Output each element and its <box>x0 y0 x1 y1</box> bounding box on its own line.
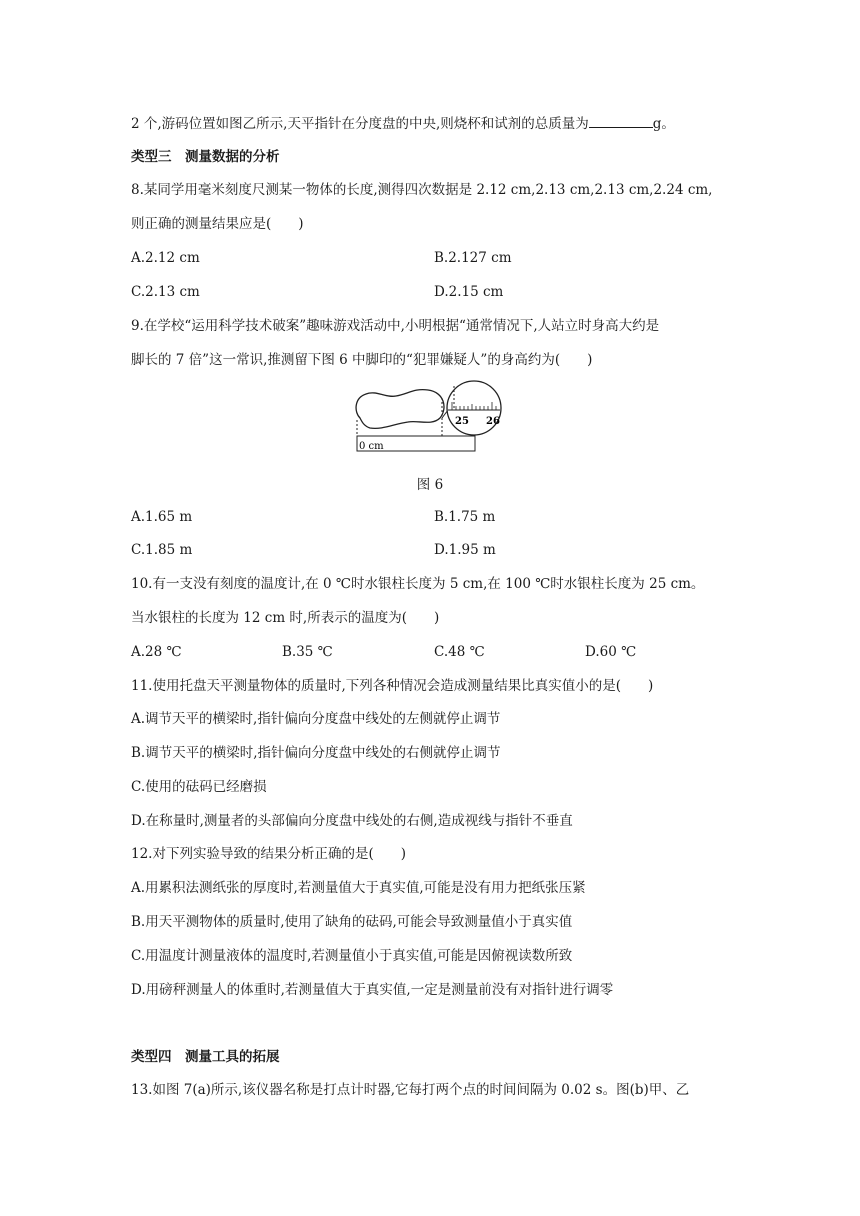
answer-blank <box>589 114 653 128</box>
q9-stem-line2: 脚长的 7 倍”这一常识,推测留下图 6 中脚印的“犯罪嫌疑人”的身高约为( ) <box>131 352 593 368</box>
q10-option-b: B.35 ℃ <box>282 644 333 660</box>
figure-6-caption: 图 6 <box>416 477 444 493</box>
q13-stem-line1: 13.如图 7(a)所示,该仪器名称是打点计时器,它每打两个点的时间间隔为 0.02 s。图(b)甲、乙 <box>131 1082 690 1098</box>
figure-6-footprint-ruler <box>352 378 507 458</box>
q12-option-b: B.用天平测物体的质量时,使用了缺角的砝码,可能会导致测量值小于真实值 <box>131 914 573 930</box>
q12-option-d: D.用磅秤测量人的体重时,若测量值大于真实值,一定是测量前没有对指针进行调零 <box>131 982 614 998</box>
q8-option-c: C.2.13 cm <box>131 284 200 300</box>
q10-stem-line2: 当水银柱的长度为 12 cm 时,所表示的温度为( ) <box>131 610 440 626</box>
footprint-outline <box>356 390 444 429</box>
q12-option-c: C.用温度计测量液体的温度时,若测量值小于真实值,可能是因俯视读数所致 <box>131 948 573 964</box>
q12-stem: 12.对下列实验导致的结果分析正确的是( ) <box>131 846 407 862</box>
q11-option-a: A.调节天平的横梁时,指针偏向分度盘中线处的左侧就停止调节 <box>131 711 501 727</box>
q9-option-c: C.1.85 m <box>131 542 193 558</box>
q8-stem-line2: 则正确的测量结果应是( ) <box>131 216 304 232</box>
q11-option-d: D.在称量时,测量者的头部偏向分度盘中线处的右侧,造成视线与指针不垂直 <box>131 813 573 829</box>
tick-label-25: 25 <box>455 416 469 427</box>
q9-option-d: D.1.95 m <box>434 542 496 558</box>
q9-stem-line1: 9.在学校“运用科学技术破案”趣味游戏活动中,小明根据“通常情况下,人站立时身高大约是 <box>131 318 660 334</box>
q11-option-c: C.使用的砝码已经磨损 <box>131 779 267 795</box>
q8-option-d: D.2.15 cm <box>434 284 504 300</box>
q9-option-b: B.1.75 m <box>434 509 496 525</box>
q12-option-a: A.用累积法测纸张的厚度时,若测量值大于真实值,可能是没有用力把纸张压紧 <box>131 880 586 896</box>
q10-option-d: D.60 ℃ <box>585 644 637 660</box>
q8-option-b: B.2.127 cm <box>434 250 512 266</box>
ruler-zero-label: 0 cm <box>359 441 384 452</box>
section-heading-4: 类型四 测量工具的拓展 <box>131 1049 280 1065</box>
q8-stem-line1: 8.某同学用毫米刻度尺测某一物体的长度,测得四次数据是 2.12 cm,2.13 cm,2.13 cm,2.24 cm, <box>131 182 713 198</box>
q8-option-a: A.2.12 cm <box>131 250 200 266</box>
q7-tail-line <box>131 114 675 133</box>
q10-option-a: A.28 ℃ <box>131 644 182 660</box>
q7-text: 2 个,游码位置如图乙所示,天平指针在分度盘的中央,则烧杯和试剂的总质量为 <box>131 116 589 132</box>
q11-stem: 11.使用托盘天平测量物体的质量时,下列各种情况会造成测量结果比真实值小的是( ) <box>131 678 654 694</box>
section-heading-3: 类型三 测量数据的分析 <box>131 149 280 165</box>
tick-label-26: 26 <box>486 416 500 427</box>
q9-option-a: A.1.65 m <box>131 509 193 525</box>
q11-option-b: B.调节天平的横梁时,指针偏向分度盘中线处的右侧就停止调节 <box>131 745 501 761</box>
q10-stem-line1: 10.有一支没有刻度的温度计,在 0 ℃时水银柱长度为 5 cm,在 100 ℃时水银柱长度为 25 cm。 <box>131 576 705 592</box>
q7-unit: g。 <box>652 116 675 132</box>
q10-option-c: C.48 ℃ <box>434 644 485 660</box>
